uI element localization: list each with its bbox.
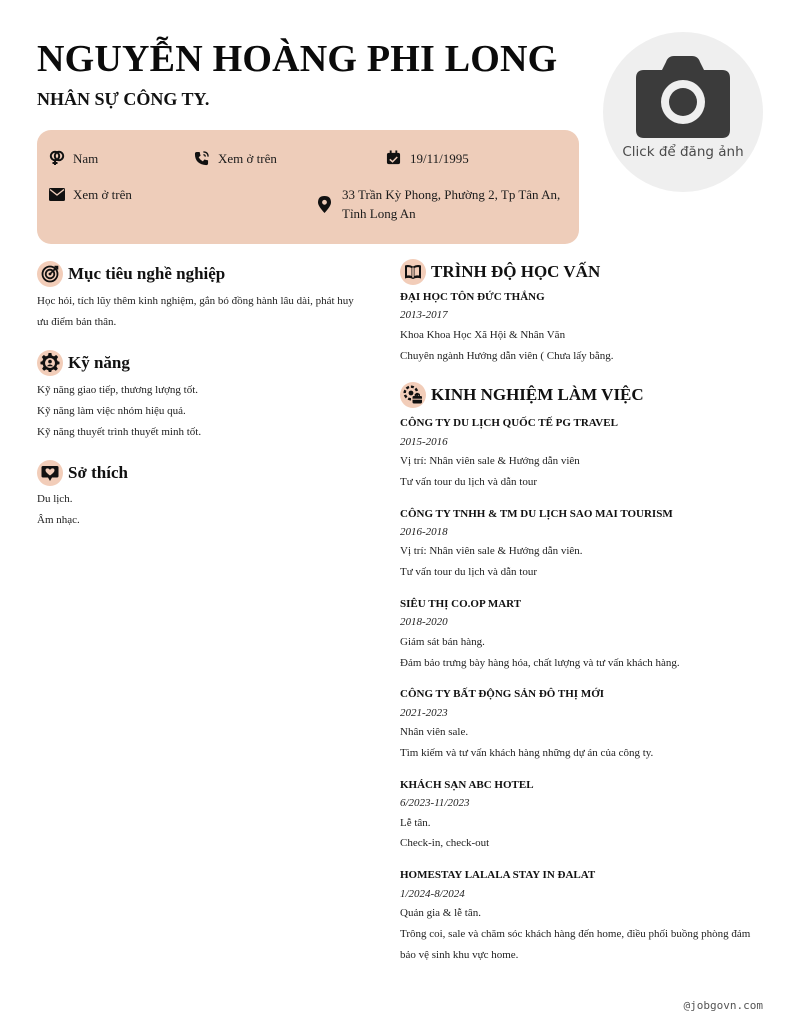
job-line: Tư vấn tour du lịch và dẫn tour	[400, 476, 538, 488]
school-name: ĐẠI HỌC TÔN ĐỨC THẮNG	[400, 291, 545, 303]
objective-line-1: Học hỏi, tích lũy thêm kinh nghiệm, gắn bó đồng hành lâu dài, phát huy	[37, 295, 354, 307]
gender-icon	[49, 150, 65, 166]
phone-icon	[194, 151, 209, 166]
heart-icon	[41, 465, 59, 482]
calendar-icon	[386, 150, 401, 165]
education-period: 2013-2017	[400, 309, 448, 321]
book-icon	[404, 264, 422, 280]
job-line: Nhân viên sale.	[400, 726, 469, 738]
hobbies-badge	[37, 460, 63, 486]
hobbies-heading	[37, 460, 128, 486]
footer-watermark: @jobgovn.com	[683, 999, 763, 1012]
contact-info-panel	[37, 130, 579, 244]
briefcase-icon	[403, 385, 423, 405]
photo-upload-label: Click để đăng ảnh	[622, 144, 744, 160]
skills-title: Kỹ năng	[68, 353, 130, 372]
skill-item: Kỹ năng thuyết trình thuyết minh tốt.	[37, 426, 202, 438]
hobbies-title: Sở thích	[68, 463, 128, 482]
job-period: 2015-2016	[400, 436, 448, 448]
contact-email	[49, 185, 132, 204]
skill-item: Kỹ năng giao tiếp, thương lượng tốt.	[37, 384, 199, 396]
experience-badge	[400, 382, 426, 408]
job-company: HOMESTAY LALALA STAY IN ĐALAT	[400, 869, 596, 881]
job-line: Trông coi, sale và chăm sóc khách hàng đến home, điều phối buồng phòng đảm	[400, 928, 751, 940]
skills-badge	[37, 350, 63, 376]
job-line: Tư vấn tour du lịch và dẫn tour	[400, 566, 538, 578]
objective-text	[37, 291, 377, 333]
camera-icon	[634, 54, 732, 140]
job-company: CÔNG TY DU LỊCH QUỐC TẾ PG TRAVEL	[400, 417, 618, 429]
hobby-item: Du lịch.	[37, 493, 73, 505]
candidate-name: NGUYỄN HOÀNG PHI LONG	[37, 38, 558, 80]
phone-value: Xem ở trên	[218, 151, 277, 166]
job-line: Giám sát bán hàng.	[400, 636, 485, 648]
job-line: Vị trí: Nhân viên sale & Hướng dẫn viên	[400, 455, 580, 467]
job-line: bảo vệ sinh khu vực home.	[400, 949, 519, 961]
job-line: Tìm kiếm và tư vấn khách hàng những dự án của công ty.	[400, 747, 654, 759]
skill-item: Kỹ năng làm việc nhóm hiệu quả.	[37, 405, 186, 417]
envelope-icon	[49, 188, 65, 201]
job-line: Đảm bảo trưng bày hàng hóa, chất lượng và tư vấn khách hàng.	[400, 657, 680, 669]
job-company: KHÁCH SẠN ABC HOTEL	[400, 779, 534, 791]
job-period: 2021-2023	[400, 707, 448, 719]
gender-value: Nam	[73, 151, 99, 166]
job-period: 2018-2020	[400, 616, 448, 628]
hobby-item: Âm nhạc.	[37, 514, 80, 526]
education-faculty: Khoa Khoa Học Xã Hội & Nhân Văn	[400, 329, 566, 341]
contact-phone	[194, 149, 277, 168]
objective-title: Mục tiêu nghề nghiệp	[68, 264, 226, 283]
contact-address	[318, 185, 560, 223]
email-value: Xem ở trên	[73, 187, 132, 202]
objective-heading	[37, 261, 225, 287]
objective-badge	[37, 261, 63, 287]
education-title: TRÌNH ĐỘ HỌC VẤN	[431, 262, 601, 281]
job-company: CÔNG TY TNHH & TM DU LỊCH SAO MAI TOURISM	[400, 508, 673, 520]
job-line: Check-in, check-out	[400, 837, 490, 849]
address-line-1: 33 Trần Kỳ Phong, Phường 2, Tp Tân An,	[342, 187, 561, 202]
gear-icon	[40, 353, 60, 373]
job-period: 1/2024-8/2024	[400, 888, 465, 900]
education-badge	[400, 259, 426, 285]
job-line: Vị trí: Nhân viên sale & Hướng dẫn viên.	[400, 545, 583, 557]
job-period: 6/2023-11/2023	[400, 797, 470, 809]
job-company: SIÊU THỊ CO.OP MART	[400, 598, 522, 610]
job-line: Lễ tân.	[400, 817, 431, 829]
address-line-2: Tỉnh Long An	[342, 206, 416, 221]
contact-birthday	[386, 149, 469, 168]
job-period: 2016-2018	[400, 526, 448, 538]
skills-heading	[37, 350, 130, 376]
job-company: CÔNG TY BẤT ĐỘNG SẢN ĐÔ THỊ MỚI	[400, 688, 605, 700]
experience-heading	[400, 382, 644, 408]
skills-list	[37, 380, 377, 443]
objective-line-2: ưu điểm bản thân.	[37, 316, 117, 328]
job-line: Quản gia & lễ tân.	[400, 907, 481, 919]
contact-gender	[49, 149, 98, 168]
education-major: Chuyên ngành Hướng dẫn viên ( Chưa lấy bằng.	[400, 350, 614, 362]
candidate-role: NHÂN SỰ CÔNG TY.	[37, 89, 210, 109]
photo-upload-area[interactable]	[603, 32, 763, 192]
education-heading	[400, 259, 600, 285]
map-pin-icon	[318, 196, 331, 213]
target-icon	[41, 265, 59, 283]
hobbies-list	[37, 489, 377, 531]
experience-title: KINH NGHIỆM LÀM VIỆC	[431, 385, 644, 404]
birthday-value: 19/11/1995	[410, 151, 469, 166]
